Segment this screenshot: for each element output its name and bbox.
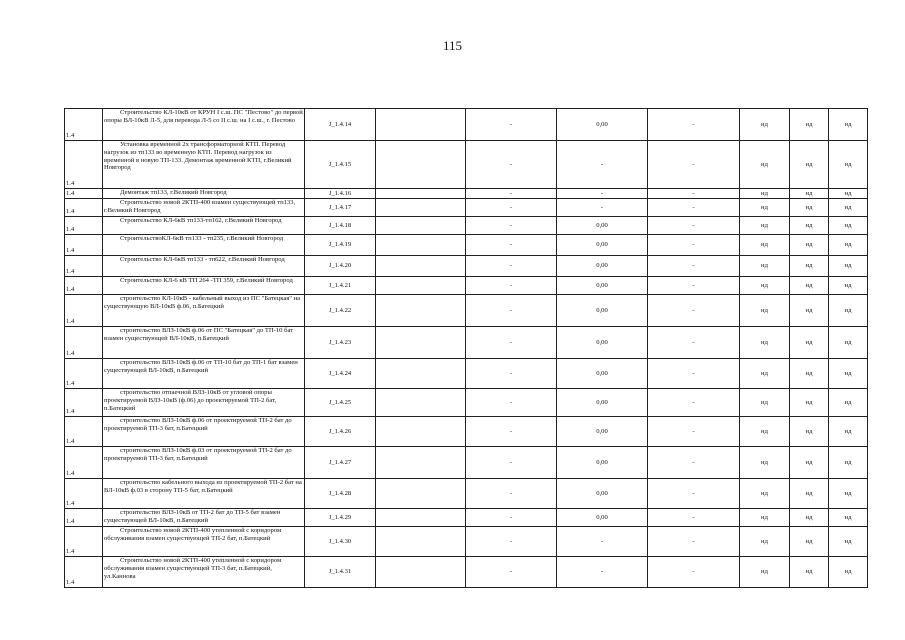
value-cell-8: нд bbox=[740, 327, 790, 359]
section-number-cell: 1.4 bbox=[65, 359, 103, 389]
value-cell-6: 0,00 bbox=[557, 109, 648, 141]
object-name-cell: строительство кабельного выхода из проектируемой ТП-2 бат на ВЛ-10кВ ф.03 в сторону ТП-5 бат, п.Батецкий bbox=[103, 479, 305, 509]
value-cell-7: - bbox=[648, 527, 740, 557]
table-row bbox=[65, 277, 868, 295]
table-row bbox=[65, 141, 868, 189]
object-name-cell: строительство КЛ-10кВ - кабельный выход из ПС "Батецкая" на существующую ВЛ-10кВ ф.06, п.Батецкий bbox=[103, 295, 305, 327]
project-code-cell: J_1.4.27 bbox=[305, 447, 376, 479]
section-number-cell: 1.4 bbox=[65, 217, 103, 235]
value-cell-10: нд bbox=[829, 359, 868, 389]
value-cell-7: - bbox=[648, 235, 740, 256]
value-cell-6: 0,00 bbox=[557, 277, 648, 295]
project-code-cell: J_1.4.26 bbox=[305, 417, 376, 447]
value-cell-9: нд bbox=[790, 256, 829, 277]
value-cell-10: нд bbox=[829, 256, 868, 277]
value-cell-4 bbox=[376, 557, 466, 588]
value-cell-8: нд bbox=[740, 109, 790, 141]
value-cell-9: нд bbox=[790, 235, 829, 256]
value-cell-7: - bbox=[648, 557, 740, 588]
value-cell-9: нд bbox=[790, 109, 829, 141]
value-cell-8: нд bbox=[740, 277, 790, 295]
value-cell-10: нд bbox=[829, 327, 868, 359]
value-cell-5: - bbox=[466, 359, 557, 389]
value-cell-8: нд bbox=[740, 479, 790, 509]
value-cell-8: нд bbox=[740, 389, 790, 417]
value-cell-6: 0,00 bbox=[557, 447, 648, 479]
value-cell-4 bbox=[376, 327, 466, 359]
value-cell-6: - bbox=[557, 527, 648, 557]
project-code-cell: J_1.4.21 bbox=[305, 277, 376, 295]
table-row bbox=[65, 189, 868, 199]
object-name-cell: строительство ВЛЗ-10кВ ф.06 от ПС "Батецкая" до ТП-10 бат взамен существующей ВЛ-10кВ, п.Батецкий bbox=[103, 327, 305, 359]
project-code-cell: J_1.4.25 bbox=[305, 389, 376, 417]
value-cell-6: 0,00 bbox=[557, 417, 648, 447]
table-row bbox=[65, 417, 868, 447]
value-cell-9: нд bbox=[790, 557, 829, 588]
value-cell-7: - bbox=[648, 256, 740, 277]
value-cell-5: - bbox=[466, 479, 557, 509]
object-name-cell: строительство отпаечной ВЛЗ-10кВ от угловой опоры проектируемой ВЛЗ-10кВ (ф.06) до проектируемой ТП-2 бат, п.Батецкий bbox=[103, 389, 305, 417]
value-cell-7: - bbox=[648, 479, 740, 509]
value-cell-7: - bbox=[648, 417, 740, 447]
value-cell-4 bbox=[376, 217, 466, 235]
value-cell-9: нд bbox=[790, 479, 829, 509]
value-cell-4 bbox=[376, 295, 466, 327]
value-cell-9: нд bbox=[790, 199, 829, 217]
section-number-cell: 1.4 bbox=[65, 295, 103, 327]
value-cell-6: 0,00 bbox=[557, 359, 648, 389]
value-cell-9: нд bbox=[790, 359, 829, 389]
value-cell-8: нд bbox=[740, 527, 790, 557]
value-cell-4 bbox=[376, 447, 466, 479]
project-code-cell: J_1.4.24 bbox=[305, 359, 376, 389]
object-name-cell: строительство ВЛЗ-10кВ ф.06 от проектируемой ТП-2 бат до проектируемой ТП-3 бат, п.Батецкий bbox=[103, 417, 305, 447]
value-cell-5: - bbox=[466, 141, 557, 189]
value-cell-8: нд bbox=[740, 359, 790, 389]
value-cell-5: - bbox=[466, 389, 557, 417]
value-cell-5: - bbox=[466, 277, 557, 295]
value-cell-10: нд bbox=[829, 189, 868, 199]
section-number-cell: 1.4 bbox=[65, 199, 103, 217]
value-cell-10: нд bbox=[829, 557, 868, 588]
project-code-cell: J_1.4.18 bbox=[305, 217, 376, 235]
object-name-cell: строительство ВЛЗ-10кВ ф.03 от проектируемой ТП-2 бат до проектируемой ТП-3 бат, п.Батецкий bbox=[103, 447, 305, 479]
value-cell-7: - bbox=[648, 509, 740, 527]
page-number: 115 bbox=[442, 38, 463, 53]
value-cell-10: нд bbox=[829, 509, 868, 527]
object-name-cell: Строительство КЛ-10кВ от КРУН I с.ш. ПС "Пестово" до первой опоры ВЛ-10кВ Л-5, для перевода Л-5 со II с.ш. на I с.ш., г. Пестово bbox=[103, 109, 305, 141]
section-number-cell: 1.4 bbox=[65, 447, 103, 479]
table-row bbox=[65, 447, 868, 479]
section-number-cell: 1.4 bbox=[65, 256, 103, 277]
value-cell-5: - bbox=[466, 509, 557, 527]
value-cell-4 bbox=[376, 189, 466, 199]
value-cell-7: - bbox=[648, 141, 740, 189]
value-cell-8: нд bbox=[740, 199, 790, 217]
value-cell-9: нд bbox=[790, 417, 829, 447]
value-cell-9: нд bbox=[790, 189, 829, 199]
value-cell-6: 0,00 bbox=[557, 509, 648, 527]
value-cell-10: нд bbox=[829, 417, 868, 447]
value-cell-6: 0,00 bbox=[557, 295, 648, 327]
value-cell-9: нд bbox=[790, 277, 829, 295]
value-cell-7: - bbox=[648, 447, 740, 479]
value-cell-7: - bbox=[648, 389, 740, 417]
value-cell-5: - bbox=[466, 109, 557, 141]
section-number-cell: 1.4 bbox=[65, 527, 103, 557]
value-cell-5: - bbox=[466, 295, 557, 327]
value-cell-10: нд bbox=[829, 277, 868, 295]
object-name-cell: Демонтаж тп133, г.Великий Новгород bbox=[103, 189, 305, 199]
value-cell-7: - bbox=[648, 189, 740, 199]
value-cell-4 bbox=[376, 359, 466, 389]
value-cell-5: - bbox=[466, 557, 557, 588]
value-cell-5: - bbox=[466, 327, 557, 359]
object-name-cell: Строительство новой 2КТП-400 утепленной с коридором обслуживания взамен существующей ТП-2 бат, п.Батецкий bbox=[103, 527, 305, 557]
section-number-cell: 1.4 bbox=[65, 327, 103, 359]
value-cell-5: - bbox=[466, 217, 557, 235]
value-cell-9: нд bbox=[790, 389, 829, 417]
object-name-cell: строительство ВЛЗ-10кВ ф.06 от ТП-10 бат до ТП-1 бат взамен существующей ВЛ-10кВ, п.Батецкий bbox=[103, 359, 305, 389]
value-cell-6: - bbox=[557, 199, 648, 217]
object-name-cell: Строительство КЛ-6кВ тп133-тп162, г.Великий Новгород bbox=[103, 217, 305, 235]
value-cell-8: нд bbox=[740, 217, 790, 235]
table-row bbox=[65, 199, 868, 217]
value-cell-5: - bbox=[466, 447, 557, 479]
value-cell-8: нд bbox=[740, 509, 790, 527]
section-number-cell: 1.4 bbox=[65, 141, 103, 189]
value-cell-7: - bbox=[648, 327, 740, 359]
value-cell-10: нд bbox=[829, 479, 868, 509]
value-cell-7: - bbox=[648, 359, 740, 389]
table-row bbox=[65, 557, 868, 588]
value-cell-6: - bbox=[557, 189, 648, 199]
value-cell-6: 0,00 bbox=[557, 327, 648, 359]
project-code-cell: J_1.4.30 bbox=[305, 527, 376, 557]
value-cell-10: нд bbox=[829, 389, 868, 417]
value-cell-9: нд bbox=[790, 217, 829, 235]
section-number-cell: 1.4 bbox=[65, 417, 103, 447]
value-cell-7: - bbox=[648, 199, 740, 217]
value-cell-5: - bbox=[466, 189, 557, 199]
project-code-cell: J_1.4.16 bbox=[305, 189, 376, 199]
value-cell-8: нд bbox=[740, 417, 790, 447]
value-cell-10: нд bbox=[829, 235, 868, 256]
value-cell-4 bbox=[376, 417, 466, 447]
object-name-cell: Строительство КЛ-6кВ тп133 - тп622, г.Великий Новгород bbox=[103, 256, 305, 277]
value-cell-8: нд bbox=[740, 295, 790, 327]
section-number-cell: 1.4 bbox=[65, 109, 103, 141]
value-cell-7: - bbox=[648, 109, 740, 141]
value-cell-9: нд bbox=[790, 327, 829, 359]
value-cell-6: 0,00 bbox=[557, 479, 648, 509]
project-code-cell: J_1.4.17 bbox=[305, 199, 376, 217]
project-code-cell: J_1.4.14 bbox=[305, 109, 376, 141]
table-row bbox=[65, 256, 868, 277]
project-code-cell: J_1.4.20 bbox=[305, 256, 376, 277]
section-number-cell: 1.4 bbox=[65, 277, 103, 295]
table-row bbox=[65, 327, 868, 359]
value-cell-10: нд bbox=[829, 199, 868, 217]
value-cell-8: нд bbox=[740, 189, 790, 199]
value-cell-7: - bbox=[648, 295, 740, 327]
table-row bbox=[65, 109, 868, 141]
section-number-cell: 1.4 bbox=[65, 509, 103, 527]
value-cell-10: нд bbox=[829, 141, 868, 189]
object-name-cell: Строительство КЛ-6 кВ ТП 264 -ТП 359, г.Великий Новгород bbox=[103, 277, 305, 295]
table-row bbox=[65, 295, 868, 327]
value-cell-8: нд bbox=[740, 256, 790, 277]
value-cell-7: - bbox=[648, 277, 740, 295]
table-row bbox=[65, 359, 868, 389]
section-number-cell: 1.4 bbox=[65, 557, 103, 588]
project-code-cell: J_1.4.31 bbox=[305, 557, 376, 588]
value-cell-4 bbox=[376, 479, 466, 509]
value-cell-4 bbox=[376, 199, 466, 217]
value-cell-10: нд bbox=[829, 447, 868, 479]
value-cell-6: - bbox=[557, 557, 648, 588]
table-row bbox=[65, 217, 868, 235]
value-cell-4 bbox=[376, 527, 466, 557]
value-cell-9: нд bbox=[790, 509, 829, 527]
object-name-cell: Строительство новой 2КТП-400 утепленной с коридором обслуживания взамен существующей ТП-3 бат, п.Батецкий, ул.Каннова bbox=[103, 557, 305, 588]
object-name-cell: строительство ВЛЗ-10кВ от ТП-2 бат до ТП-5 бат взамен существующей ВЛ-10кВ, п.Батецкий bbox=[103, 509, 305, 527]
table-row bbox=[65, 527, 868, 557]
section-number-cell: 1.4 bbox=[65, 389, 103, 417]
table-row bbox=[65, 479, 868, 509]
section-number-cell: 1.4 bbox=[65, 189, 103, 199]
value-cell-4 bbox=[376, 141, 466, 189]
section-number-cell: 1.4 bbox=[65, 235, 103, 256]
table-row bbox=[65, 389, 868, 417]
value-cell-10: нд bbox=[829, 217, 868, 235]
value-cell-6: 0,00 bbox=[557, 235, 648, 256]
value-cell-9: нд bbox=[790, 527, 829, 557]
value-cell-7: - bbox=[648, 217, 740, 235]
value-cell-4 bbox=[376, 277, 466, 295]
value-cell-8: нд bbox=[740, 235, 790, 256]
value-cell-10: нд bbox=[829, 527, 868, 557]
value-cell-4 bbox=[376, 109, 466, 141]
table-row bbox=[65, 235, 868, 256]
value-cell-9: нд bbox=[790, 447, 829, 479]
project-code-cell: J_1.4.15 bbox=[305, 141, 376, 189]
value-cell-10: нд bbox=[829, 295, 868, 327]
value-cell-5: - bbox=[466, 417, 557, 447]
value-cell-5: - bbox=[466, 235, 557, 256]
value-cell-9: нд bbox=[790, 141, 829, 189]
value-cell-5: - bbox=[466, 527, 557, 557]
value-cell-8: нд bbox=[740, 141, 790, 189]
value-cell-4 bbox=[376, 256, 466, 277]
value-cell-6: 0,00 bbox=[557, 256, 648, 277]
object-name-cell: СтроительствоКЛ-6кВ тп133 - тп235, г.Великий Новгород bbox=[103, 235, 305, 256]
value-cell-8: нд bbox=[740, 557, 790, 588]
project-code-cell: J_1.4.23 bbox=[305, 327, 376, 359]
value-cell-4 bbox=[376, 235, 466, 256]
table-row bbox=[65, 509, 868, 527]
value-cell-5: - bbox=[466, 256, 557, 277]
value-cell-6: 0,00 bbox=[557, 389, 648, 417]
value-cell-4 bbox=[376, 389, 466, 417]
investment-table bbox=[64, 108, 868, 588]
value-cell-6: 0,00 bbox=[557, 217, 648, 235]
value-cell-4 bbox=[376, 509, 466, 527]
value-cell-6: - bbox=[557, 141, 648, 189]
object-name-cell: Строительство новой 2КТП-400 взамен существующей тп133, г.Великий Новгород bbox=[103, 199, 305, 217]
object-name-cell: Установка временной 2х трансформаторной КТП. Перевод нагрузок из тп133 во временную КТП. Перевод нагрузок из временной в новую ТП-133. Демонтаж временной КТП, г.Великий Новгород bbox=[103, 141, 305, 189]
value-cell-8: нд bbox=[740, 447, 790, 479]
project-code-cell: J_1.4.28 bbox=[305, 479, 376, 509]
project-code-cell: J_1.4.29 bbox=[305, 509, 376, 527]
project-code-cell: J_1.4.22 bbox=[305, 295, 376, 327]
value-cell-10: нд bbox=[829, 109, 868, 141]
section-number-cell: 1.4 bbox=[65, 479, 103, 509]
project-code-cell: J_1.4.19 bbox=[305, 235, 376, 256]
value-cell-5: - bbox=[466, 199, 557, 217]
value-cell-9: нд bbox=[790, 295, 829, 327]
